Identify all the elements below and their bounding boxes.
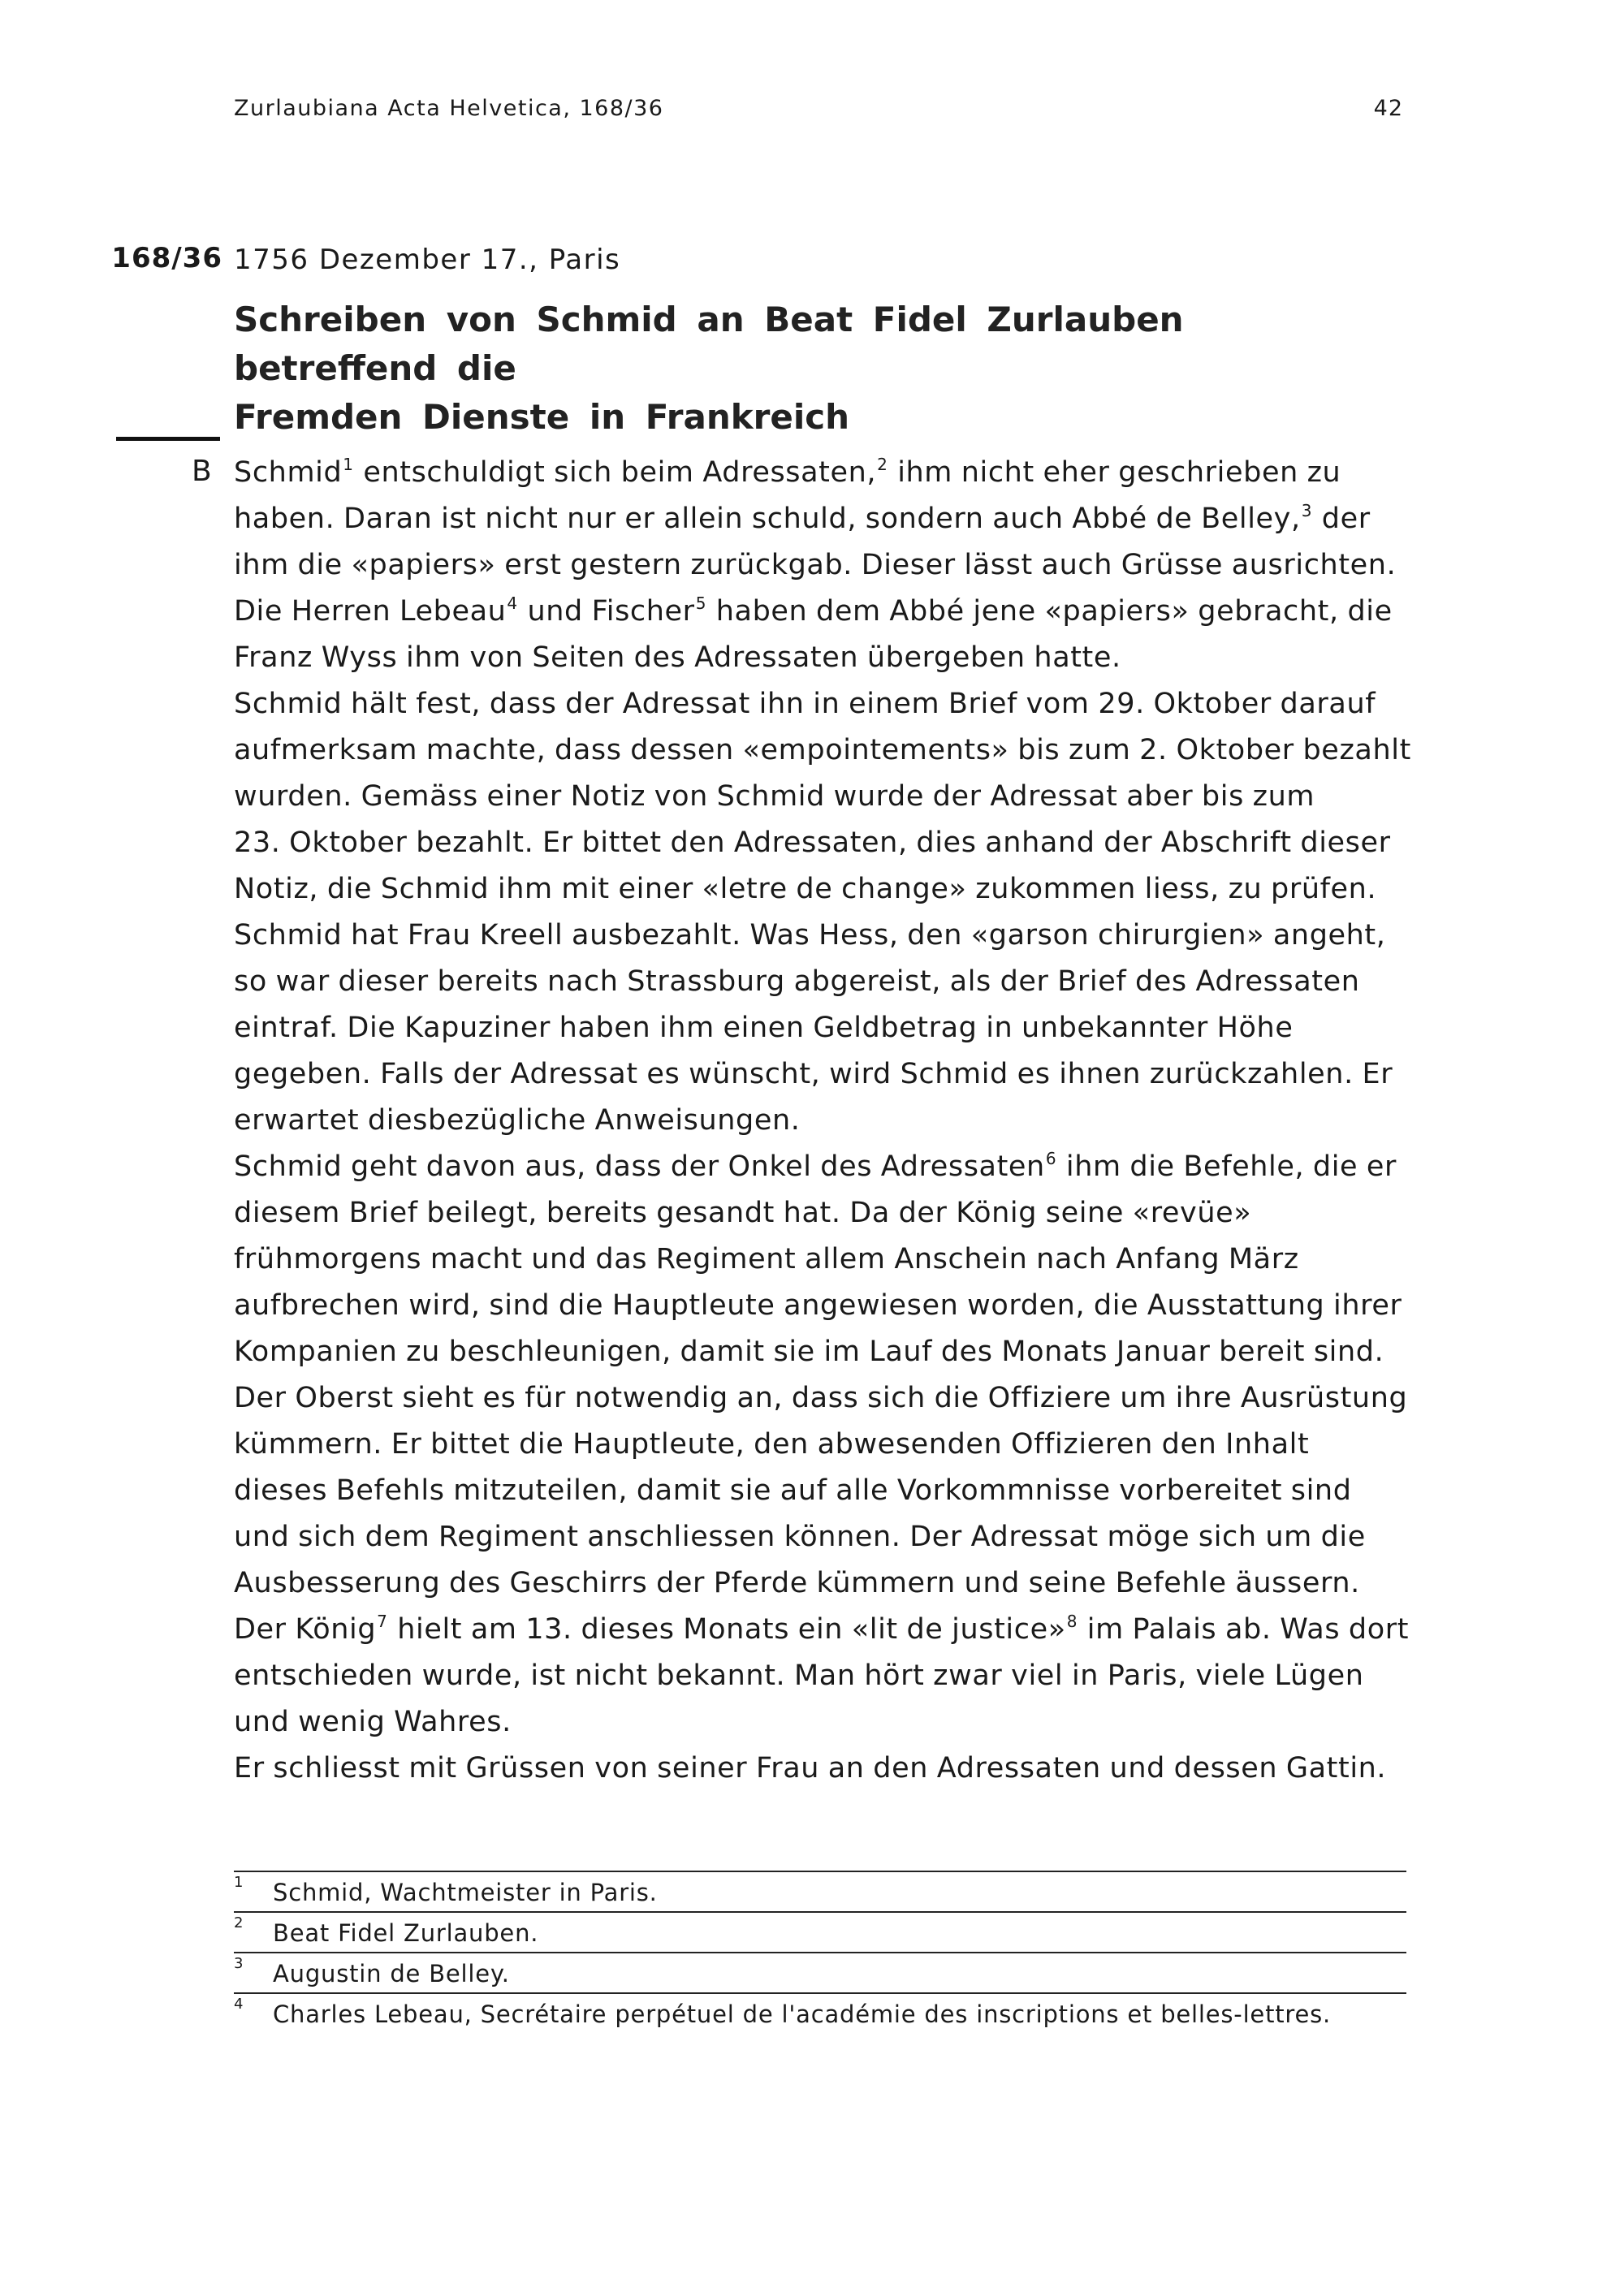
footnote-text: Beat Fidel Zurlauben. — [273, 1919, 539, 1947]
section-divider — [116, 437, 220, 441]
footnote-reference[interactable]: 1 — [343, 455, 354, 474]
text-line: Schmid$^1$ entschuldigt sich beim Adressaten,$^2$ ihm nicht eher geschrieben zu — [234, 455, 1341, 489]
text-line: Der Oberst sieht es für notwendig an, dass sich die Offiziere um ihre Ausrüstung — [234, 1382, 1408, 1414]
document-date: 1756 Dezember 17., Paris — [234, 244, 621, 276]
text-line: Schmid hält fest, dass der Adressat ihn in einem Brief vom 29. Oktober darauf — [234, 688, 1376, 720]
text-line: 23. Oktober bezahlt. Er bittet den Adressaten, dies anhand der Abschrift dieser — [234, 826, 1391, 859]
text-line: Schmid hat Frau Kreell ausbezahlt. Was Hess, den «garson chirurgien» angeht, — [234, 919, 1386, 952]
text-line: Franz Wyss ihm von Seiten des Adressaten übergeben hatte. — [234, 641, 1121, 674]
text-line: gegeben. Falls der Adressat es wünscht, wird Schmid es ihnen zurückzahlen. Er — [234, 1058, 1393, 1090]
text-line: Die Herren Lebeau$^4$ und Fischer$^5$ haben dem Abbé jene «papiers» gebracht, die — [234, 593, 1393, 628]
text-line: ihm die «papiers» erst gestern zurückgab. Dieser lässt auch Grüsse ausrichten. — [234, 549, 1397, 581]
footnote-text: Charles Lebeau, Secrétaire perpétuel de l'académie des inscriptions et belles-lettres. — [273, 2000, 1332, 2028]
footnotes-section — [234, 1871, 1406, 2033]
text-line: Notiz, die Schmid ihm mit einer «letre de change» zukommen liess, zu prüfen. — [234, 873, 1377, 905]
text-line: Ausbesserung des Geschirrs der Pferde kümmern und seine Befehle äussern. — [234, 1567, 1360, 1599]
text-line: Schmid geht davon aus, dass der Onkel des Adressaten$^6$ ihm die Befehle, die er — [234, 1149, 1397, 1183]
text-line: kümmern. Er bittet die Hauptleute, den abwesenden Offizieren den Inhalt — [234, 1428, 1310, 1461]
page-number: 42 — [1373, 96, 1403, 121]
footnote — [234, 1871, 1406, 1911]
document-title-line: Schreiben von Schmid an Beat Fidel Zurlauben betreffend die — [234, 300, 1184, 388]
footnote-number: 1 — [234, 1874, 244, 1891]
document-number: 168/36 — [111, 242, 222, 274]
footnote-number: 2 — [234, 1914, 244, 1931]
regest-text — [234, 450, 1419, 1792]
footnote-number: 4 — [234, 1996, 244, 2013]
footnote — [234, 1911, 1406, 1952]
document-title — [234, 296, 1338, 442]
text-line: so war dieser bereits nach Strassburg abgereist, als der Brief des Adressaten — [234, 965, 1360, 998]
footnote-reference[interactable]: 7 — [377, 1612, 388, 1631]
text-line: entschieden wurde, ist nicht bekannt. Man hört zwar viel in Paris, viele Lügen — [234, 1659, 1364, 1692]
text-line: frühmorgens macht und das Regiment allem Anschein nach Anfang März — [234, 1243, 1299, 1275]
document-title-line: Fremden Dienste in Frankreich — [234, 397, 850, 437]
footnote-text: Augustin de Belley. — [273, 1960, 510, 1987]
footnote-reference[interactable]: 3 — [1301, 501, 1313, 520]
footnote-text: Schmid, Wachtmeister in Paris. — [273, 1879, 658, 1906]
text-line: Er schliesst mit Grüssen von seiner Frau an den Adressaten und dessen Gattin. — [234, 1752, 1387, 1785]
text-line: wurden. Gemäss einer Notiz von Schmid wurde der Adressat aber bis zum — [234, 780, 1315, 813]
text-line: und sich dem Regiment anschliessen können. Der Adressat möge sich um die — [234, 1521, 1366, 1553]
footnote-reference[interactable]: 4 — [507, 593, 518, 613]
text-line: aufmerksam machte, dass dessen «empointements» bis zum 2. Oktober bezahlt — [234, 734, 1411, 766]
footnote-reference[interactable]: 8 — [1066, 1612, 1078, 1631]
text-line: aufbrechen wird, sind die Hauptleute angewiesen worden, die Ausstattung ihrer — [234, 1289, 1402, 1322]
footnote-number: 3 — [234, 1955, 244, 1972]
text-line: erwartet diesbezügliche Anweisungen. — [234, 1104, 801, 1137]
footnote — [234, 1992, 1406, 2033]
footnote-reference[interactable]: 6 — [1045, 1149, 1057, 1168]
footnote — [234, 1952, 1406, 1992]
footnote-reference[interactable]: 2 — [877, 455, 888, 474]
text-line: Der König$^7$ hielt am 13. dieses Monats ein «lit de justice»$^8$ im Palais ab. Was dort — [234, 1612, 1410, 1646]
text-line: eintraf. Die Kapuziner haben ihm einen Geldbetrag in unbekannter Höhe — [234, 1012, 1294, 1044]
text-line: dieses Befehls mitzuteilen, damit sie auf alle Vorkommnisse vorbereitet sind — [234, 1474, 1352, 1507]
section-mark: B — [192, 455, 212, 488]
footnote-reference[interactable]: 5 — [695, 593, 707, 613]
text-line: und wenig Wahres. — [234, 1706, 512, 1738]
text-line: haben. Daran ist nicht nur er allein schuld, sondern auch Abbé de Belley,$^3$ der — [234, 501, 1371, 535]
running-header-title: Zurlaubiana Acta Helvetica, 168/36 — [234, 96, 664, 121]
text-line: diesem Brief beilegt, bereits gesandt hat. Da der König seine «revüe» — [234, 1197, 1252, 1229]
text-line: Kompanien zu beschleunigen, damit sie im Lauf des Monats Januar bereit sind. — [234, 1336, 1384, 1368]
